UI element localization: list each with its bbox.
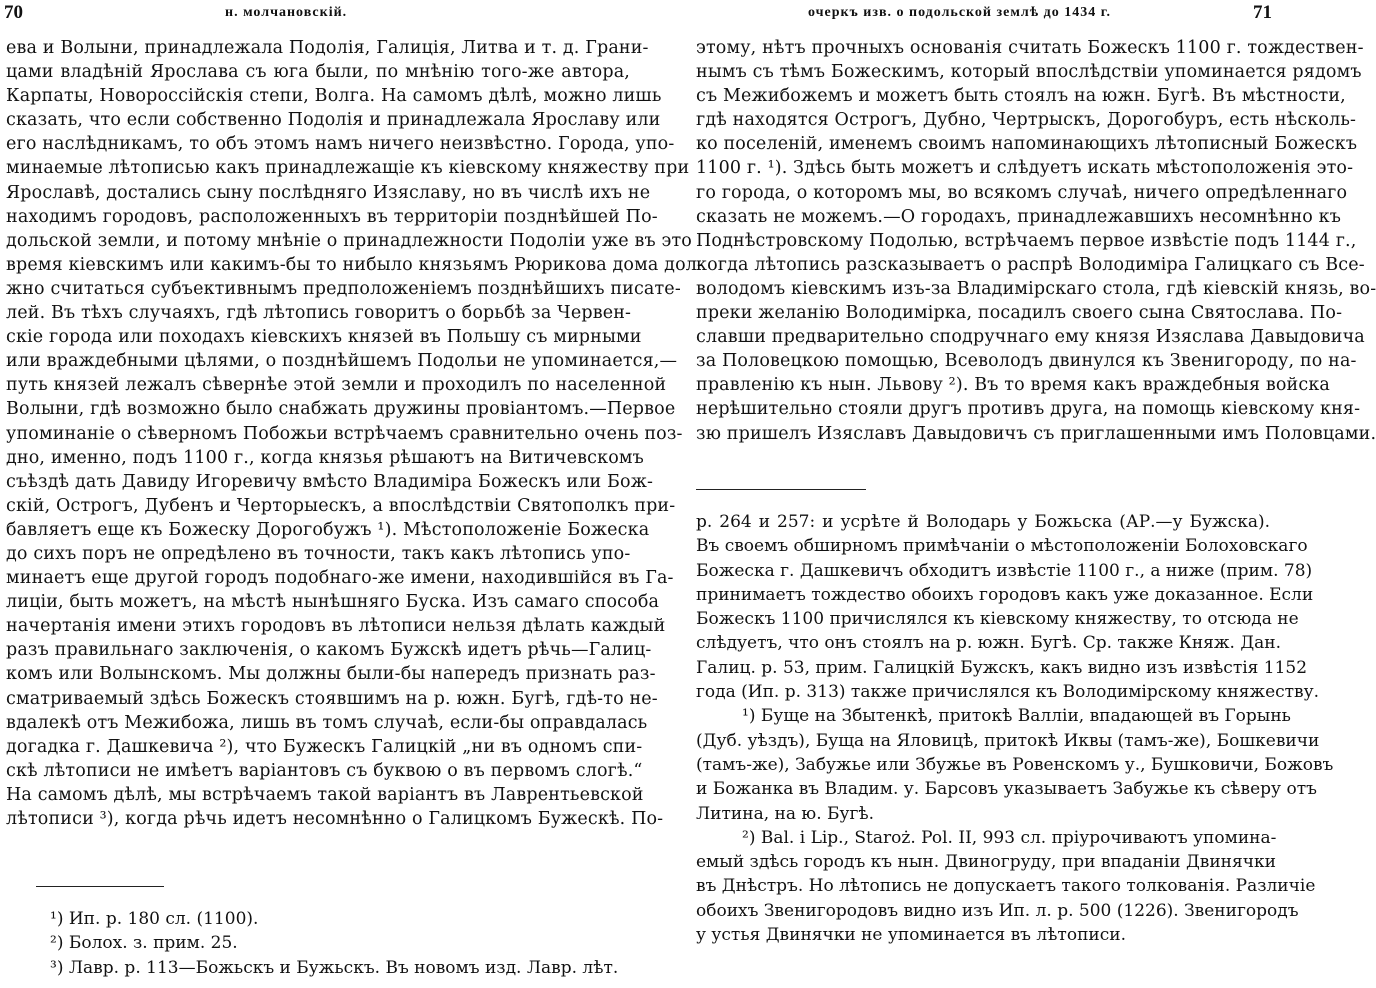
text-line: володомъ кіевскимъ изъ-за Владимірскаго стола, гдѣ кіевскій князь, во-: [696, 278, 1376, 299]
footnote-line: р. 264 и 257: и усрѣте й Володарь у Божьска (АР.—у Бужска).: [696, 512, 1270, 532]
left-page-number: 70: [4, 2, 23, 23]
text-line: ко поселеній, именемъ своимъ напоминающихъ лѣтописный Божескъ: [696, 134, 1358, 155]
text-line: гдѣ находятся Острогъ, Дубно, Чертрыскъ, Дорогобуръ, есть нѣсколь-: [696, 110, 1357, 131]
footnote: ²) Болох. з. прим. 25.: [50, 933, 238, 954]
right-running-title: очеркъ изв. о подольской землѣ до 1434 г.: [808, 5, 1111, 20]
text-line: дольской земли, и потому мнѣніе о принадлежности Подоліи уже въ это: [6, 230, 692, 251]
left-footnote-rule: [36, 886, 164, 887]
text-line: упоминаніе о сѣверномъ Побожьи встрѣчаемъ сравнительно очень поз-: [6, 423, 683, 444]
text-line: 1100 г. ¹). Здѣсь быть можетъ и слѣдуетъ искать мѣстоположенія это-: [696, 158, 1354, 179]
text-line: лей. Въ тѣхъ случаяхъ, гдѣ лѣтопись говоритъ о борьбѣ за Червен-: [6, 303, 632, 324]
footnote-line: (тамъ-же), Забужье или Збужье въ Ровенскомъ у., Бушковичи, Божовъ: [696, 754, 1334, 775]
text-line: время кіевскимъ или какимъ-бы то нибыло князьямъ Рюрикова дома дол-: [6, 254, 704, 275]
text-line: минаемые лѣтописью какъ принадлежащіе къ кіевскому княжеству при: [6, 158, 690, 179]
left-footnotes: [50, 907, 630, 980]
text-line: комъ или Волынскомъ. Мы должны были-бы напередъ признать раз-: [6, 664, 656, 685]
text-line: съѣздѣ дать Давиду Игоревичу вмѣсто Владиміра Божескъ или Бож-: [6, 471, 654, 492]
text-line: зю пришелъ Изяславъ Давыдовичъ съ приглашенными имъ Половцами.: [696, 423, 1376, 444]
footnote-line: слѣдуетъ, что онъ стоялъ на р. южн. Бугѣ. Ср. также Княж. Дан.: [696, 633, 1282, 654]
text-line: Ярославѣ, достались сыну послѣдняго Изяславу, но въ числѣ ихъ не: [6, 182, 651, 203]
footnote: ³) Лавр. р. 113—Божьскъ и Бужьскъ. Въ новомъ изд. Лавр. лѣт.: [50, 957, 619, 978]
text-line: лѣтописи ³), когда рѣчь идетъ несомнѣнно о Галицкомъ Бужескѣ. По-: [6, 809, 664, 829]
footnote-line: у устья Двинячки не упоминается въ лѣтописи.: [696, 925, 1126, 946]
text-line: минаетъ еще другой городъ подобнаго-же имени, находившійся въ Га-: [6, 568, 674, 589]
right-footnote-rule: [696, 489, 866, 490]
right-page-number: 71: [1253, 2, 1272, 23]
text-line: путь князей лежалъ сѣвернѣе этой земли и проходилъ по населенной: [6, 375, 667, 396]
text-line: лиціи, быть можетъ, на мѣстѣ нынѣшняго Буска. Изъ самаго способа: [6, 592, 660, 613]
footnote-line: Божескъ 1100 причислялся къ кіевскому княжеству, то отсюда не: [696, 609, 1299, 630]
text-line: сказать не можемъ.—О городахъ, принадлежавшихъ несомнѣнно къ: [696, 206, 1342, 227]
text-line: Поднѣстровскому Подолью, встрѣчаемъ первое извѣстіе подъ 1144 г.,: [696, 230, 1357, 251]
text-line: скѣ лѣтописи не имѣетъ варіантовъ съ буквою о въ первомъ слогѣ.“: [6, 760, 643, 781]
footnote-line: принимаетъ тождество обоихъ городовъ какъ уже доказанное. Если: [696, 584, 1314, 605]
left-page-header: [0, 2, 640, 28]
text-line: догадка г. Дашкевича ²), что Бужескъ Галицкій „ни въ одномъ спи-: [6, 736, 643, 757]
text-line: разъ правильнаго заключенія, о какомъ Бужскѣ идетъ рѣчь—Галиц-: [6, 640, 652, 661]
footnote-line: ²) Bal. i Lip., Staroż. Pol. II, 993 сл. пріурочиваютъ упомина-: [742, 827, 1277, 848]
footnote-line: и Божанка въ Владим. у. Барсовъ указываетъ Забужье къ сѣверу отъ: [696, 779, 1317, 800]
footnote-line: Божеска г. Дашкевичъ обходитъ извѣстіе 1100 г., а ниже (прим. 78): [696, 560, 1313, 581]
text-line: бавляетъ еще къ Божеску Дорогобужъ ¹). Мѣстоположеніе Божеска: [6, 519, 650, 540]
text-line: этому, нѣтъ прочныхъ основанія считать Божескъ 1100 г. тождествен-: [696, 38, 1364, 58]
text-line: начертанія имени этихъ городовъ въ лѣтописи нельзя дѣлать каждый: [6, 616, 666, 637]
footnote-line: ¹) Буще на Збытенкѣ, притокѣ Валліи, впадающей въ Горынь: [742, 706, 1291, 727]
text-line: скіе города или походахъ кіевскихъ князей въ Польшу съ мирными: [6, 327, 642, 348]
text-line: дно, именно, подъ 1100 г., когда князья рѣшаютъ на Витичевскомъ: [6, 447, 644, 468]
footnote-line: емый здѣсь городъ къ нын. Двиногруду, при впаданіи Двинячки: [696, 852, 1276, 873]
footnote-line: Въ своемъ обширномъ примѣчаніи о мѣстоположеніи Болоховскаго: [696, 536, 1308, 557]
text-line: славши предварительно сподручнаго ему князя Изяслава Давыдовича: [696, 327, 1365, 348]
text-line: скій, Острогъ, Дубенъ и Черторыескъ, а впослѣдствіи Святополкъ при-: [6, 495, 676, 516]
footnote: ¹) Ип. р. 180 сл. (1100).: [50, 909, 259, 929]
footnote-line: года (Ип. р. 313) также причислялся къ Володимірскому княжеству.: [696, 682, 1320, 703]
text-line: Карпаты, Новороссійскія степи, Волга. На самомъ дѣлѣ, можно лишь: [6, 86, 662, 107]
left-page-body: [6, 36, 704, 831]
text-line: находимъ городовъ, расположенныхъ въ территоріи позднѣйшей По-: [6, 206, 658, 227]
text-line: преки желанію Володимірка, посадилъ своего сына Святослава. По-: [696, 303, 1343, 324]
text-line: нерѣшительно стояли другъ противъ друга, на помощь кіевскому кня-: [696, 399, 1361, 420]
text-line: нымъ съ тѣмъ Божескимъ, который впослѣдствіи упоминается рядомъ: [696, 62, 1362, 83]
text-line: правленію къ нын. Львову ²). Въ то время какъ враждебныя войска: [696, 375, 1330, 396]
right-page-body: [696, 36, 1376, 446]
text-line: сказать, что если собственно Подолія и принадлежала Ярославу или: [6, 110, 661, 131]
text-line: На самомъ дѣлѣ, мы встрѣчаемъ такой варіантъ въ Лаврентьевской: [6, 784, 644, 805]
footnote-line: Галиц. р. 53, прим. Галицкій Бужскъ, какъ видно изъ извѣстія 1152: [696, 657, 1308, 678]
footnote-line: (Дуб. уѣздъ), Буща на Яловицѣ, притокѣ Иквы (тамъ-же), Бошкевичи: [696, 730, 1320, 751]
right-footnotes: [696, 510, 1334, 947]
text-line: жно считаться субъективнымъ предположеніемъ позднѣйшихъ писате-: [6, 278, 681, 299]
text-line: когда лѣтопись разсказываетъ о распрѣ Володиміра Галицкаго съ Все-: [696, 254, 1365, 275]
footnote-line: обоихъ Звенигородовъ видно изъ Ип. л. р. 500 (1226). Звенигородъ: [696, 900, 1299, 921]
footnote-line: Литина, на ю. Бугѣ.: [696, 803, 875, 824]
footnote-line: въ Днѣстръ. Но лѣтопись не допускаетъ такого толкованія. Различіе: [696, 876, 1316, 897]
text-line: го города, о которомъ мы, во всякомъ случаѣ, ничего опредѣленнаго: [696, 182, 1348, 203]
text-line: вдалекѣ отъ Межибожа, лишь въ томъ случаѣ, если-бы оправдалась: [6, 712, 648, 733]
left-running-title: н. молчановскій.: [225, 5, 348, 20]
text-line: или враждебными цѣлями, о позднѣйшемъ Подольи не упоминается,—: [6, 351, 678, 372]
text-line: до сихъ поръ не опредѣлено въ точности, такъ какъ лѣтопись упо-: [6, 543, 631, 564]
right-page-header: [650, 2, 1280, 28]
text-line: съ Межибожемъ и можетъ быть стоялъ на южн. Бугѣ. Въ мѣстности,: [696, 86, 1346, 107]
text-line: ева и Волыни, принадлежала Подолія, Галиція, Литва и т. д. Грани-: [6, 38, 649, 58]
right-page: [650, 0, 1376, 988]
text-line: цами владѣній Ярослава съ юга были, по мнѣнію того-же автора,: [6, 62, 630, 83]
text-line: Волыни, гдѣ возможно было снабжать дружины провіантомъ.—Первое: [6, 399, 676, 420]
text-line: сматриваемый здѣсь Божескъ стоявшимъ на р. южн. Бугѣ, гдѣ-то не-: [6, 688, 658, 709]
text-line: его наслѣдникамъ, то объ этомъ намъ ничего неизвѣстно. Города, упо-: [6, 134, 675, 155]
text-line: за Половецкою помощью, Всеволодъ двинулся къ Звенигороду, по на-: [696, 351, 1357, 372]
